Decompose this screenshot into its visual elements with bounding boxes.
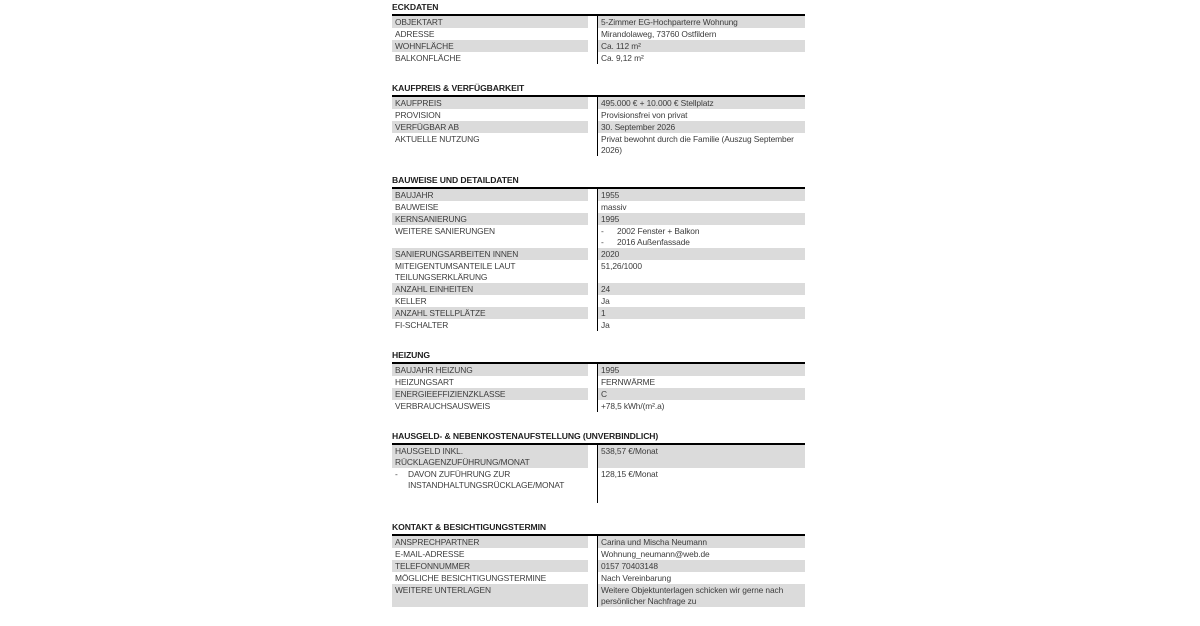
- row-value: 1: [598, 307, 805, 319]
- row-label: [392, 468, 588, 503]
- row-value: 538,57 €/Monat: [598, 445, 805, 468]
- column-gap: [588, 52, 597, 64]
- row-value: Privat bewohnt durch die Familie (Auszug September 2026): [601, 134, 794, 155]
- row-value: 24: [598, 283, 805, 295]
- table-row: [392, 16, 805, 28]
- row-value: FERNWÄRME: [601, 377, 655, 387]
- section-table: [392, 534, 805, 607]
- table-row: [392, 364, 805, 376]
- column-gap: [588, 364, 597, 376]
- section-table: [392, 14, 805, 64]
- table-row: [392, 189, 805, 201]
- table-row: [392, 213, 805, 225]
- table-row: [392, 121, 805, 133]
- row-label: ADRESSE: [395, 29, 435, 39]
- column-gap: [588, 97, 597, 109]
- row-value: 128,15 €/Monat: [601, 469, 658, 479]
- row-label: KAUFPREIS: [392, 97, 588, 109]
- row-label: VERFÜGBAR AB: [392, 121, 588, 133]
- section-table: [392, 95, 805, 156]
- table-row: [392, 560, 805, 572]
- row-label: MITEIGENTUMSANTEILE LAUT TEILUNGSERKLÄRUNG: [395, 261, 516, 282]
- label-line: INSTANDHALTUNGSRÜCKLAGE/MONAT: [408, 480, 565, 490]
- row-value: 2020: [598, 248, 805, 260]
- table-row: [392, 248, 805, 260]
- row-label: VERBRAUCHSAUSWEIS: [395, 401, 491, 411]
- row-value: 0157 70403148: [598, 560, 805, 572]
- column-gap: [588, 109, 597, 121]
- row-label: ANZAHL EINHEITEN: [392, 283, 588, 295]
- table-row: [392, 572, 805, 584]
- table-row: [392, 283, 805, 295]
- column-gap: [588, 376, 597, 388]
- table-row: [392, 388, 805, 400]
- section: [392, 350, 805, 412]
- column-gap: [588, 572, 597, 584]
- row-label: MÖGLICHE BESICHTIGUNGSTERMINE: [395, 573, 547, 583]
- column-gap: [588, 468, 597, 503]
- row-value: +78,5 kWh/(m².a): [601, 401, 665, 411]
- row-value: Ja: [601, 296, 610, 306]
- list-dash-icon: -: [395, 469, 398, 479]
- table-row: [392, 468, 805, 503]
- row-value: Carina und Mischa Neumann: [598, 536, 805, 548]
- column-gap: [588, 388, 597, 400]
- row-value: 5-Zimmer EG-Hochparterre Wohnung: [598, 16, 805, 28]
- column-gap: [588, 225, 597, 248]
- row-value: Ja: [601, 320, 610, 330]
- row-value: C: [598, 388, 805, 400]
- row-value: Nach Vereinbarung: [601, 573, 672, 583]
- row-value: 1955: [598, 189, 805, 201]
- row-value: [598, 225, 805, 248]
- section-table: [392, 443, 805, 503]
- value-text: 2002 Fenster + Balkon: [617, 226, 700, 236]
- row-label: BAUJAHR HEIZUNG: [392, 364, 588, 376]
- section: [392, 83, 805, 156]
- row-label: BAUJAHR: [392, 189, 588, 201]
- column-gap: [588, 260, 597, 283]
- column-gap: [588, 400, 597, 412]
- column-gap: [588, 121, 597, 133]
- section-title: KONTAKT & BESICHTIGUNGSTERMIN: [392, 522, 547, 532]
- table-row: [392, 445, 805, 468]
- row-label: ANZAHL STELLPLÄTZE: [392, 307, 588, 319]
- row-label: AKTUELLE NUTZUNG: [395, 134, 480, 144]
- table-row: [392, 28, 805, 40]
- section: [392, 522, 805, 607]
- row-value: massiv: [601, 202, 627, 212]
- row-label-lines: [408, 469, 585, 503]
- row-value: Ca. 9,12 m²: [601, 53, 644, 63]
- column-gap: [588, 248, 597, 260]
- row-value: Mirandolaweg, 73760 Ostfildern: [601, 29, 717, 39]
- section-title: ECKDATEN: [392, 2, 439, 12]
- table-row: [392, 40, 805, 52]
- column-gap: [588, 560, 597, 572]
- table-row: [392, 109, 805, 121]
- value-list-item: [601, 226, 802, 237]
- label-line: DAVON ZUFÜHRUNG ZUR: [408, 469, 511, 479]
- row-value: Provisionsfrei von privat: [601, 110, 688, 120]
- row-value: Ca. 112 m²: [598, 40, 805, 52]
- row-label: WEITERE SANIERUNGEN: [395, 226, 496, 236]
- row-label: KELLER: [395, 296, 427, 306]
- row-label: PROVISION: [395, 110, 441, 120]
- column-gap: [588, 28, 597, 40]
- table-row: [392, 376, 805, 388]
- column-gap: [588, 295, 597, 307]
- column-gap: [588, 584, 597, 607]
- table-row: [392, 307, 805, 319]
- column-gap: [588, 213, 597, 225]
- table-row: [392, 201, 805, 213]
- table-row: [392, 133, 805, 156]
- column-gap: [588, 201, 597, 213]
- row-label: FI-SCHALTER: [395, 320, 449, 330]
- list-dash-icon: -: [601, 226, 604, 236]
- table-row: [392, 52, 805, 64]
- row-label: ANSPRECHPARTNER: [392, 536, 588, 548]
- row-value: Wohnung_neumann@web.de: [601, 549, 710, 559]
- row-label: HAUSGELD INKL. RÜCKLAGENZUFÜHRUNG/MONAT: [392, 445, 588, 468]
- table-row: [392, 319, 805, 331]
- section: [392, 175, 805, 331]
- table-row: [392, 584, 805, 607]
- row-value: 51,26/1000: [601, 261, 642, 271]
- table-row: [392, 536, 805, 548]
- column-gap: [588, 445, 597, 468]
- row-value: Weitere Objektunterlagen schicken wir gerne nach persönlicher Nachfrage zu: [598, 584, 805, 607]
- section-table: [392, 362, 805, 412]
- row-label: SANIERUNGSARBEITEN INNEN: [392, 248, 588, 260]
- list-dash-icon: -: [601, 237, 604, 247]
- document-page: [392, 2, 805, 626]
- column-gap: [588, 536, 597, 548]
- column-gap: [588, 189, 597, 201]
- section: [392, 2, 805, 64]
- row-value: 1995: [598, 213, 805, 225]
- row-value: 1995: [598, 364, 805, 376]
- column-gap: [588, 133, 597, 156]
- section-title: KAUFPREIS & VERFÜGBARKEIT: [392, 83, 525, 93]
- row-value: 495.000 € + 10.000 € Stellplatz: [598, 97, 805, 109]
- table-row: [392, 225, 805, 248]
- row-label: WEITERE UNTERLAGEN: [392, 584, 588, 607]
- table-row: [392, 295, 805, 307]
- row-label: TELEFONNUMMER: [392, 560, 588, 572]
- value-list-item: [601, 237, 802, 248]
- row-label: ENERGIEEFFIZIENZKLASSE: [392, 388, 588, 400]
- row-label: BAUWEISE: [395, 202, 439, 212]
- row-label: OBJEKTART: [392, 16, 588, 28]
- section-title: HEIZUNG: [392, 350, 430, 360]
- row-label: BALKONFLÄCHE: [395, 53, 461, 63]
- table-row: [392, 400, 805, 412]
- column-gap: [588, 307, 597, 319]
- column-gap: [588, 16, 597, 28]
- column-gap: [588, 40, 597, 52]
- section-table: [392, 187, 805, 331]
- column-gap: [588, 319, 597, 331]
- section-title: BAUWEISE UND DETAILDATEN: [392, 175, 519, 185]
- row-label: E-MAIL-ADRESSE: [395, 549, 465, 559]
- row-label: KERNSANIERUNG: [392, 213, 588, 225]
- section: [392, 431, 805, 503]
- column-gap: [588, 283, 597, 295]
- value-text: 2016 Außenfassade: [617, 237, 690, 247]
- table-row: [392, 548, 805, 560]
- row-label: HEIZUNGSART: [395, 377, 454, 387]
- table-row: [392, 260, 805, 283]
- section-title: HAUSGELD- & NEBENKOSTENAUFSTELLUNG (UNVERBINDLICH): [392, 431, 659, 441]
- row-value: 30. September 2026: [598, 121, 805, 133]
- row-label: WOHNFLÄCHE: [392, 40, 588, 52]
- column-gap: [588, 548, 597, 560]
- table-row: [392, 97, 805, 109]
